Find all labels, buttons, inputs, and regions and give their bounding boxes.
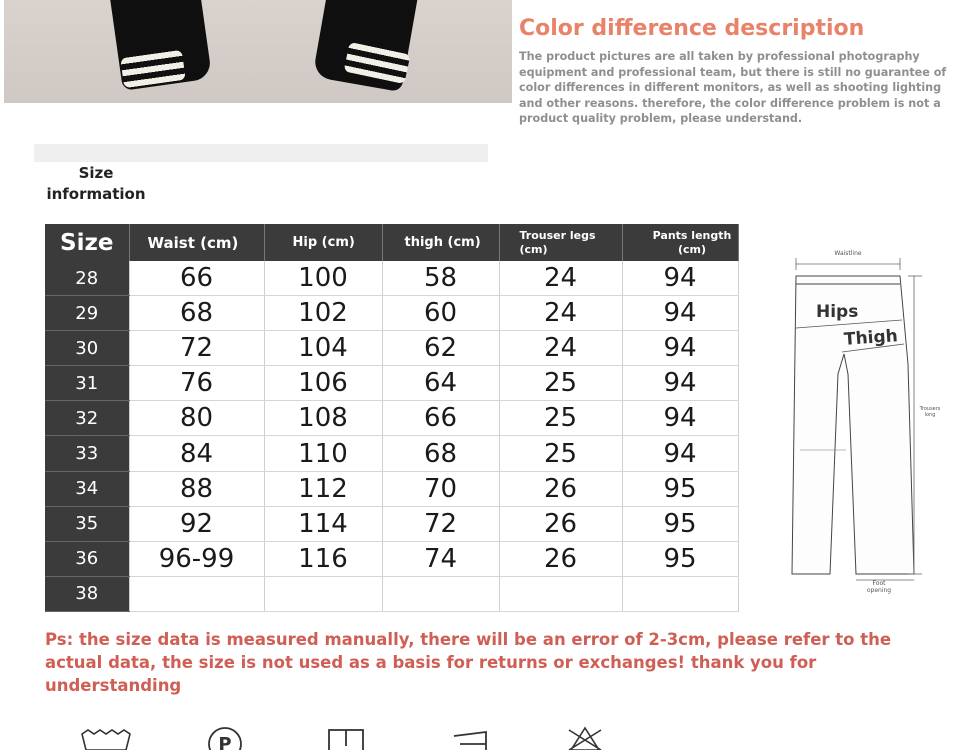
size-row [45,261,738,296]
waist-cell: 92 [129,506,264,541]
size-information-label: Size information [46,164,146,203]
size-row [45,401,738,436]
hip-cell: 106 [264,366,382,401]
pants-outline [786,244,946,604]
pants-measurement-diagram [786,244,946,604]
photo-reflection [34,144,488,162]
color-difference-title: Color difference description [519,16,865,41]
waist-cell: 66 [129,261,264,296]
size-cell: 29 [45,296,129,331]
hip-cell [264,576,382,611]
waist-cell: 84 [129,436,264,471]
size-cell: 28 [45,261,129,296]
pants-length-cell: 94 [622,401,738,436]
trouser-legs-cell: 26 [499,471,622,506]
tumble-dry-icon [326,726,366,750]
trouser-legs-cell: 25 [499,436,622,471]
header-waist: Waist (cm) [129,224,264,261]
header-size: Size [45,224,129,261]
header-hip: Hip (cm) [264,224,382,261]
thigh-cell: 66 [382,401,499,436]
thigh-cell: 58 [382,261,499,296]
waistline-label: Waistline [834,250,862,257]
iron-icon [450,726,490,750]
thigh-cell: 62 [382,331,499,366]
header-thigh: thigh (cm) [382,224,499,261]
trouser-legs-cell [499,576,622,611]
hip-cell: 112 [264,471,382,506]
do-not-bleach-icon [565,726,605,750]
trouser-legs-cell: 24 [499,261,622,296]
svg-text:P: P [218,734,232,750]
product-photo [4,0,512,103]
trouser-legs-cell: 24 [499,296,622,331]
size-cell: 34 [45,471,129,506]
hip-cell: 100 [264,261,382,296]
size-row [45,576,738,611]
pants-length-cell: 95 [622,471,738,506]
pants-length-cell: 95 [622,541,738,576]
size-cell: 33 [45,436,129,471]
thigh-cell: 74 [382,541,499,576]
size-row [45,506,738,541]
hip-cell: 104 [264,331,382,366]
waist-cell: 72 [129,331,264,366]
dry-clean-icon [205,726,245,750]
waist-cell: 96-99 [129,541,264,576]
trouser-legs-cell: 25 [499,401,622,436]
hip-cell: 114 [264,506,382,541]
trousers-long-label: Trousers long [919,406,941,418]
header-trouser-legs: Trouser legs (cm) [499,224,622,261]
trouser-legs-cell: 24 [499,331,622,366]
hand-wash-icon [80,726,132,750]
size-table-header [45,224,738,261]
size-row [45,296,738,331]
pants-length-cell: 94 [622,296,738,331]
thigh-cell: 64 [382,366,499,401]
trouser-legs-cell: 25 [499,366,622,401]
size-table [45,224,739,612]
pants-length-cell: 94 [622,261,738,296]
pants-length-cell: 94 [622,331,738,366]
pants-length-cell: 95 [622,506,738,541]
header-pants-length: Pants length (cm) [622,224,738,261]
thigh-cell [382,576,499,611]
trouser-legs-cell: 26 [499,541,622,576]
waist-cell [129,576,264,611]
size-row [45,471,738,506]
size-row [45,436,738,471]
hips-label: Hips [816,302,859,322]
pants-length-cell: 94 [622,366,738,401]
foot-opening-label: Foot opening [866,580,892,594]
thigh-label: Thigh [843,326,899,350]
size-row [45,541,738,576]
size-cell: 35 [45,506,129,541]
thigh-cell: 72 [382,506,499,541]
thigh-cell: 60 [382,296,499,331]
color-difference-text: The product pictures are all taken by professional photography equipment and professional team, but there is still no guarantee of color differences in different monitors, as well as shooting lighting and other reasons. therefore, the color difference problem is not a product quality problem, please understand. [519,50,947,126]
size-cell: 30 [45,331,129,366]
waist-cell: 88 [129,471,264,506]
size-cell: 38 [45,576,129,611]
hip-cell: 110 [264,436,382,471]
size-cell: 36 [45,541,129,576]
thigh-cell: 70 [382,471,499,506]
hip-cell: 108 [264,401,382,436]
size-cell: 31 [45,366,129,401]
waist-cell: 68 [129,296,264,331]
thigh-cell: 68 [382,436,499,471]
size-disclaimer-note: Ps: the size data is measured manually, there will be an error of 2-3cm, please refer to the actual data, the size is not used as a basis for returns or exchanges! thank you for understanding [45,630,892,695]
size-row [45,331,738,366]
pants-length-cell: 94 [622,436,738,471]
size-row [45,366,738,401]
trouser-legs-cell: 26 [499,506,622,541]
hip-cell: 102 [264,296,382,331]
size-cell: 32 [45,401,129,436]
hip-cell: 116 [264,541,382,576]
pants-length-cell [622,576,738,611]
waist-cell: 80 [129,401,264,436]
waist-cell: 76 [129,366,264,401]
